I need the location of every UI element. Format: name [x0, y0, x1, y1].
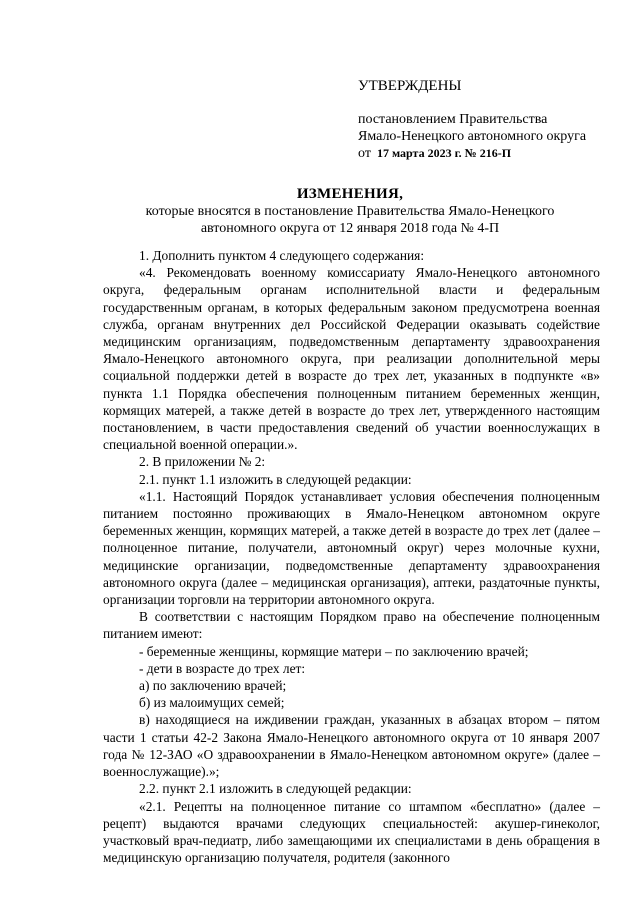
- paragraph-1: 1. Дополнить пунктом 4 следующего содержания:: [139, 248, 425, 263]
- document-subtitle-line-1: которые вносятся в постановление Правительства Ямало-Ненецкого: [145, 204, 555, 219]
- paragraph-7: - беременные женщины, кормящие матери – по заключению врачей;: [139, 643, 529, 659]
- approval-date-line: [358, 145, 586, 162]
- paragraph-3: 2. В приложении № 2:: [139, 454, 266, 470]
- approval-date: 17 марта 2023 г. № 216-П: [376, 146, 512, 160]
- paragraph-9: а) по заключению врачей;: [139, 678, 287, 694]
- approval-line-2: Ямало-Ненецкого автономного округа: [358, 129, 587, 144]
- paragraph-6: В соответствии с настоящим Порядком право на обеспечение полноценным питанием имеют:: [103, 609, 600, 642]
- approval-block: [358, 78, 586, 162]
- paragraph-11: в) находящиеся на иждивении граждан, указанных в абзацах втором – пятом части 1 статьи 42-2 Закона Ямало-Ненецкого автономного округа от 10 января 2007 года № 12-ЗАО «О здравоохранении в Ямало-Ненецком автономном округе» (далее – военнослужащие).»;: [103, 712, 600, 780]
- paragraph-13: «2.1. Рецепты на полноценное питание со штампом «бесплатно» (далее – рецепт) выдаются врачами следующих специальностей: акушер-гинеколог, участковый врач-педиатр, либо замещающими их специалистами в день обращения в медицинскую организацию получателя, родителя (законного: [103, 798, 600, 866]
- approval-title: УТВЕРЖДЕНЫ: [358, 78, 462, 94]
- paragraph-10: б) из малоимущих семей;: [139, 695, 285, 711]
- approval-line-1: постановлением Правительства: [358, 112, 548, 127]
- document-subtitle-line-2: автономного округа от 12 января 2018 года № 4-П: [200, 221, 500, 236]
- paragraph-12: 2.2. пункт 2.1 изложить в следующей редакции:: [139, 781, 412, 797]
- document-body: [103, 247, 600, 866]
- paragraph-4: 2.1. пункт 1.1 изложить в следующей редакции:: [139, 471, 412, 487]
- paragraph-2: «4. Рекомендовать военному комиссариату Ямало-Ненецкого автономного округа, федеральным органам исполнительной власти и федеральным государственным органам, в которых федеральным законом предусмотрена военная служба, органам внутренних дел Российской Федерации оказывать содействие медицинским организациям, подведомственным департаменту здравоохранения Ямало-Ненецкого автономного округа, при реализации дополнительной меры социальной поддержки детей в возрасте до трех лет, указанных в подпункте «в» пункта 1.1 Порядка обеспечения полноценным питанием беременных женщин, кормящих матерей, а также детей в возрасте до трех лет, утвержденного настоящим постановлением, в части предоставления сведений об участии военнослужащих в специальной военной операции.».: [103, 265, 600, 453]
- approval-ot: от: [358, 146, 371, 161]
- document-heading: [100, 185, 600, 237]
- paragraph-5: «1.1. Настоящий Порядок устанавливает условия обеспечения полноценным питанием постоянно проживающих в Ямало-Ненецком автономном округе беременных женщин, кормящих матерей, а также детей в возрасте до трех лет (далее – полноценное питание, получатели, автономный округ) через молочные кухни, медицинские организации, подведомственные департаменту здравоохранения автономного округа (далее – медицинская организация), аптеки, раздаточные пункты, организации торговли на территории автономного округа.: [103, 488, 600, 608]
- paragraph-8: - дети в возрасте до трех лет:: [139, 660, 306, 676]
- document-title: ИЗМЕНЕНИЯ,: [296, 186, 404, 202]
